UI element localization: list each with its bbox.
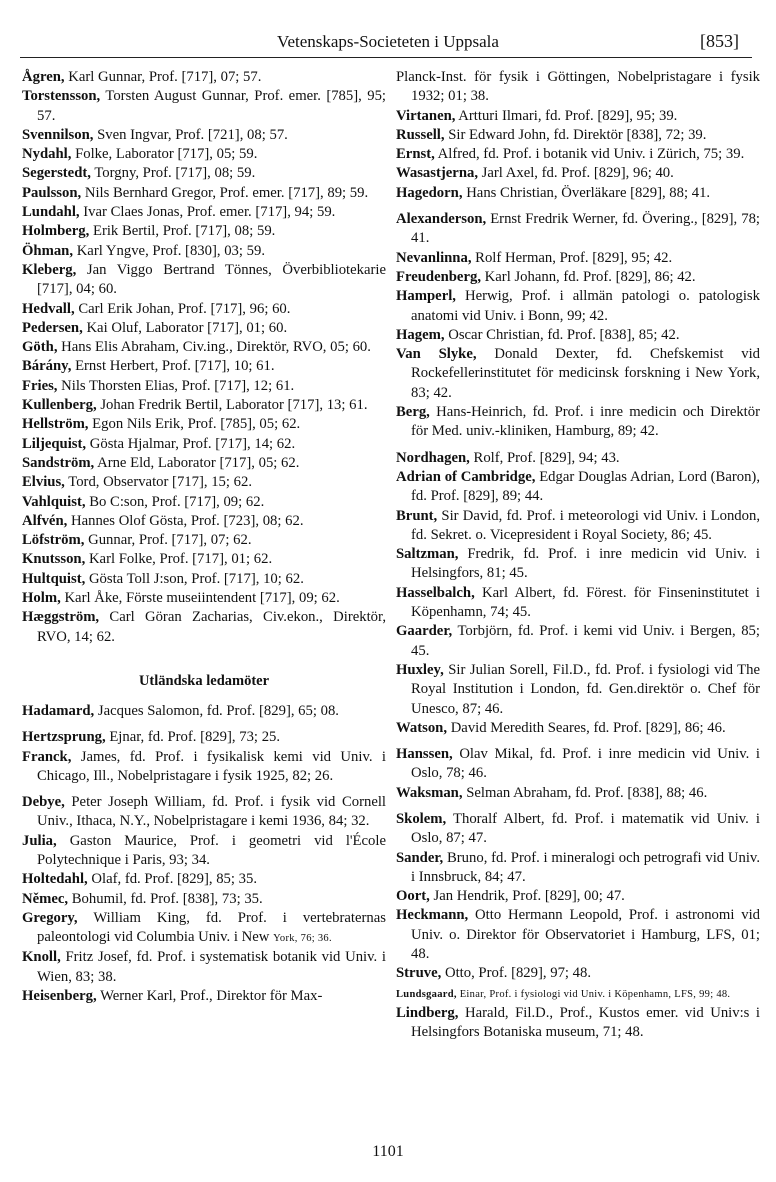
member-name: Lundahl, [22,204,80,221]
member-entry [22,909,386,949]
member-list-foreign-continued [396,107,760,1043]
member-entry [22,184,386,203]
member-details: Gösta Toll J:son, Prof. [717], 10; 62. [85,570,304,587]
member-entry [22,435,386,454]
running-title: Vetenskaps-Societeten i Uppsala [277,32,499,51]
member-details: Karl Åke, Förste museiintendent [717], 09; 62. [60,590,340,607]
member-entry [22,68,386,87]
right-column [396,68,760,1043]
member-details: Donald Dexter, fd. Chefskemist vid Rockefellerinstitutet för medicinsk forskning i New York, 83; 42. [411,346,760,401]
member-name: Virtanen, [396,107,456,124]
member-entry [396,210,760,249]
member-name: Watson, [396,719,448,736]
member-entry [22,608,386,647]
member-details: Hans-Heinrich, fd. Prof. i inre medicin och Direktör för Med. univ.-kliniken, Hamburg, 89; 42. [411,404,760,440]
member-entry [396,345,760,403]
member-name: Kullenberg, [22,397,97,414]
member-details-small: York, 76; 36. [273,933,332,945]
left-column [22,68,386,1006]
member-name: Knoll, [22,949,61,966]
member-entry [22,728,386,747]
member-name: Berg, [396,404,430,421]
member-name: Segerstedt, [22,165,91,182]
member-details: Ejnar, fd. Prof. [829], 73; 25. [105,729,281,746]
member-details: Sir David, fd. Prof. i meteorologi vid Univ. i London, fd. Sekret. o. Vicepresident i Royal Society, 86; 45. [411,507,760,543]
member-name: Gregory, [22,909,78,926]
member-entry [22,493,386,512]
member-details: Otto, Prof. [829], 97; 48. [441,965,592,982]
member-entry [22,890,386,909]
member-name: Russell, [396,126,445,143]
member-name: Hæggström, [22,609,100,626]
member-entry [22,338,386,357]
member-details: Karl Gunnar, Prof. [717], 07; 57. [64,69,262,85]
member-name: Struve, [396,965,442,982]
member-details: Einar, Prof. i fysiologi vid Univ. i Köpenhamn, LFS, 99; 48. [456,988,731,1000]
member-details: Hannes Olof Gösta, Prof. [723], 08; 62. [67,512,304,529]
member-name: Heisenberg, [22,988,97,1005]
member-name: Hedvall, [22,300,75,317]
section-heading-foreign-members: Utländska ledamöter [138,672,270,689]
member-name: Svennilson, [22,126,94,143]
member-entry [396,126,760,145]
member-details: Egon Nils Erik, Prof. [785], 05; 62. [88,416,301,433]
member-entry [396,849,760,888]
member-name: Sandström, [22,454,95,471]
member-details: Torsten August Gunnar, Prof. emer. [785], 95; 57. [37,88,386,124]
member-name: Oort, [396,888,430,905]
page-number: 1101 [372,1143,404,1160]
member-entry [396,249,760,268]
member-entry [22,145,386,164]
member-details: Erik Bertil, Prof. [717], 08; 59. [89,223,276,240]
member-details: Nils Bernhard Gregor, Prof. emer. [717], 89; 59. [81,184,369,201]
member-name: Gaarder, [396,623,453,640]
member-name: Vahlquist, [22,493,86,510]
member-details: Nils Thorsten Elias, Prof. [717], 12; 61. [57,377,295,394]
member-entry [22,242,386,261]
member-name: Hultquist, [22,570,86,587]
member-details: Ernst Herbert, Prof. [717], 10; 61. [71,358,275,375]
member-name: Hagedorn, [396,184,463,201]
continuation-text: Planck-Inst. för fysik i Göttingen, Nobelpristagare i fysik 1932; 01; 38. [396,69,760,105]
member-details: Werner Karl, Prof., Direktor för Max- [96,988,323,1005]
member-details: Sven Ingvar, Prof. [721], 08; 57. [93,126,288,143]
member-details: Kai Oluf, Laborator [717], 01; 60. [82,319,288,336]
member-details: Fredrik, fd. Prof. i inre medicin vid Univ. i Helsingfors, 81; 45. [411,546,760,582]
member-entry [22,164,386,183]
member-name: Ågren, [22,69,65,85]
member-details: Sir Julian Sorell, Fil.D., fd. Prof. i fysiologi vid The Royal Institution i London, fd. Gen.direktör o. Chef för Unesco, 87; 46. [411,661,760,717]
member-entry [22,473,386,492]
member-details: Carl Göran Zacharias, Civ.ekon., Direktör, RVO, 14; 62. [37,609,386,645]
member-entry [22,203,386,222]
member-entry [396,287,760,326]
member-details: Bohumil, fd. Prof. [838], 73; 35. [68,890,263,907]
member-name: Saltzman, [396,546,459,563]
member-name: Göth, [22,339,58,356]
member-name: Elvius, [22,474,65,491]
member-entry [22,793,386,832]
member-entry [396,745,760,784]
member-name: Torstensson, [22,88,101,105]
member-details: Karl Folke, Prof. [717], 01; 62. [85,551,273,568]
member-details: Johan Fredrik Bertil, Laborator [717], 13; 61. [96,397,368,414]
member-entry [396,326,760,345]
member-entry [396,1004,760,1043]
member-entry [396,661,760,719]
member-entry [396,622,760,661]
member-details: Thoralf Albert, fd. Prof. i matematik vid Univ. i Oslo, 87; 47. [411,810,760,847]
member-entry [22,222,386,241]
member-details: Bo C:son, Prof. [717], 09; 62. [85,493,265,510]
member-entry [396,810,760,849]
member-entry [396,507,760,546]
member-name: Němec, [22,890,69,907]
member-details: Artturi Ilmari, fd. Prof. [829], 95; 39. [455,107,678,124]
member-list-foreign [22,702,386,1006]
member-details: Olav Mikal, fd. Prof. i inre medicin vid Univ. i Oslo, 78; 46. [411,746,760,782]
member-entry [22,396,386,415]
member-entry [396,584,760,623]
member-details: Jacques Salomon, fd. Prof. [829], 65; 08. [94,702,339,719]
member-details: Bruno, fd. Prof. i mineralogi och petrografi vid Univ. i Innsbruck, 84; 47. [411,849,760,885]
member-name: Huxley, [396,661,444,678]
member-details: Oscar Christian, fd. Prof. [838], 85; 42. [444,326,680,343]
member-details: Tord, Observator [717], 15; 62. [64,474,253,491]
member-name: Liljequist, [22,435,87,452]
member-details: Otto Hermann Leopold, Prof. i astronomi vid Univ. o. Direktor för Observatoriet i Hamburg, LFS, 01; 48. [411,907,760,963]
member-details: Torgny, Prof. [717], 08; 59. [90,165,256,182]
member-entry [22,300,386,319]
member-name: Adrian of Cambridge, [396,468,536,485]
member-details: Selman Abraham, fd. Prof. [838], 88; 46. [462,784,708,801]
page-reference: [853] [700,31,739,51]
member-entry [22,550,386,569]
member-details: Herwig, Prof. i allmän patologi o. patologisk anatomi vid Univ. i Bonn, 99; 42. [411,288,760,324]
member-details: Arne Eld, Laborator [717], 05; 62. [94,454,300,471]
member-entry [396,906,760,964]
member-entry [22,454,386,473]
member-entry [22,570,386,589]
member-name: Hadamard, [22,702,95,719]
member-details: Alfred, fd. Prof. i botanik vid Univ. i Zürich, 75; 39. [434,146,745,163]
member-details: Rolf, Prof. [829], 94; 43. [469,449,620,466]
member-entry [22,531,386,550]
member-details: Jarl Axel, fd. Prof. [829], 96; 40. [478,165,674,182]
member-entry [22,415,386,434]
member-name: Bárány, [22,358,72,375]
member-name: Franck, [22,748,72,765]
member-details: Gaston Maurice, Prof. i geometri vid l'École Polytechnique i Paris, 93; 34. [37,832,386,868]
member-name: Alfvén, [22,512,68,529]
member-name: Hertzsprung, [22,729,106,746]
member-details: Karl Albert, fd. Förest. för Finseninstitutet i Köpenhamn, 74; 45. [411,584,760,621]
member-details: David Meredith Seares, fd. Prof. [829], 86; 46. [447,719,726,736]
member-name: Waksman, [396,784,463,801]
member-name: Öhman, [22,242,74,259]
member-name: Hasselbalch, [396,584,475,601]
member-details: Edgar Douglas Adrian, Lord (Baron), fd. Prof. [829], 89; 44. [411,468,760,505]
member-name: Nevanlinna, [396,249,472,266]
member-name: Kleberg, [22,261,77,278]
member-entry [396,107,760,126]
member-entry [396,984,760,1004]
member-entry [22,357,386,376]
member-entry [22,987,386,1006]
member-details: James, fd. Prof. i fysikalisk kemi vid Univ. i Chicago, Ill., Nobelpristagare i fysik 1925, 82; 26. [37,748,386,784]
member-name: Holmberg, [22,223,90,240]
member-entry [22,589,386,608]
member-details: Karl Yngve, Prof. [830], 03; 59. [73,242,266,259]
member-entry [22,870,386,889]
member-entry [396,268,760,287]
member-name: Skolem, [396,810,447,827]
member-details: Carl Erik Johan, Prof. [717], 96; 60. [74,300,291,317]
member-entry [396,403,760,442]
member-details: Hans Elis Abraham, Civ.ing., Direktör, RVO, 05; 60. [57,339,371,356]
member-details: Ivar Claes Jonas, Prof. emer. [717], 94; 59. [79,204,336,221]
member-name: Fries, [22,377,58,394]
member-details: Torbjörn, fd. Prof. i kemi vid Univ. i Bergen, 85; 45. [411,623,760,659]
member-name: Pedersen, [22,319,83,336]
member-entry [22,512,386,531]
member-name: Van Slyke, [396,346,477,363]
member-name: Freudenberg, [396,268,481,285]
member-entry [396,784,760,803]
member-list-swedish [22,68,386,647]
member-name: Holtedahl, [22,871,88,888]
member-name: Hellström, [22,416,89,433]
member-entry [396,449,760,468]
member-name: Ernst, [396,146,435,163]
member-entry [22,261,386,300]
member-details: Gösta Hjalmar, Prof. [717], 14; 62. [86,435,296,452]
member-entry [22,748,386,787]
member-details: Hans Christian, Överläkare [829], 88; 41. [462,184,711,201]
member-details: Olaf, fd. Prof. [829], 85; 35. [87,871,257,888]
member-details: Folke, Laborator [717], 05; 59. [71,146,258,163]
member-entry [396,719,760,738]
member-name: Nydahl, [22,146,72,163]
member-entry [396,184,760,203]
member-details: William King, fd. Prof. i vertebraternas paleontologi vid Columbia Univ. i New [37,909,386,946]
member-entry [396,887,760,906]
member-entry [396,164,760,183]
member-entry [22,702,386,721]
member-name: Lundsgaard, [396,988,457,1000]
member-details: Harald, Fil.D., Prof., Kustos emer. vid Univ:s i Helsingfors Botaniska museum, 71; 48. [411,1004,760,1041]
member-entry [22,948,386,987]
member-entry [22,377,386,396]
member-details: Jan Viggo Bertrand Tönnes, Överbibliotekarie [717], 04; 60. [37,261,386,298]
member-details: Jan Hendrik, Prof. [829], 00; 47. [429,888,625,905]
member-name: Hamperl, [396,288,456,305]
member-name: Alexanderson, [396,211,487,228]
member-name: Sander, [396,849,444,866]
member-name: Nordhagen, [396,449,470,466]
member-name: Paulsson, [22,184,82,201]
member-entry [22,87,386,126]
member-details: Karl Johann, fd. Prof. [829], 86; 42. [481,268,696,285]
member-entry [396,468,760,507]
member-name: Hagem, [396,326,445,343]
member-name: Wasastjerna, [396,165,478,182]
member-name: Knutsson, [22,551,86,568]
member-name: Brunt, [396,507,438,524]
member-entry [396,545,760,584]
member-details: Rolf Herman, Prof. [829], 95; 42. [471,249,673,266]
member-name: Debye, [22,794,65,811]
member-name: Lindberg, [396,1004,459,1021]
member-name: Löfström, [22,532,85,549]
member-details: Fritz Josef, fd. Prof. i systematisk botanik vid Univ. i Wien, 83; 38. [37,949,386,985]
member-entry [396,145,760,164]
member-details: Ernst Fredrik Werner, fd. Övering., [829], 78; 41. [411,211,760,247]
member-name: Julia, [22,832,57,849]
member-details: Gunnar, Prof. [717], 07; 62. [84,532,252,549]
member-name: Hanssen, [396,746,453,763]
member-entry [22,319,386,338]
member-details: Sir Edward John, fd. Direktör [838], 72; 39. [444,126,707,143]
member-entry [396,964,760,983]
member-name: Heckmann, [396,907,469,924]
header-rule [20,57,752,58]
member-entry [22,126,386,145]
member-name: Holm, [22,590,61,607]
member-entry [22,832,386,871]
member-details: Peter Joseph William, fd. Prof. i fysik vid Cornell Univ., Ithaca, N.Y., Nobelpristagare i kemi 1936, 84; 32. [37,794,386,830]
